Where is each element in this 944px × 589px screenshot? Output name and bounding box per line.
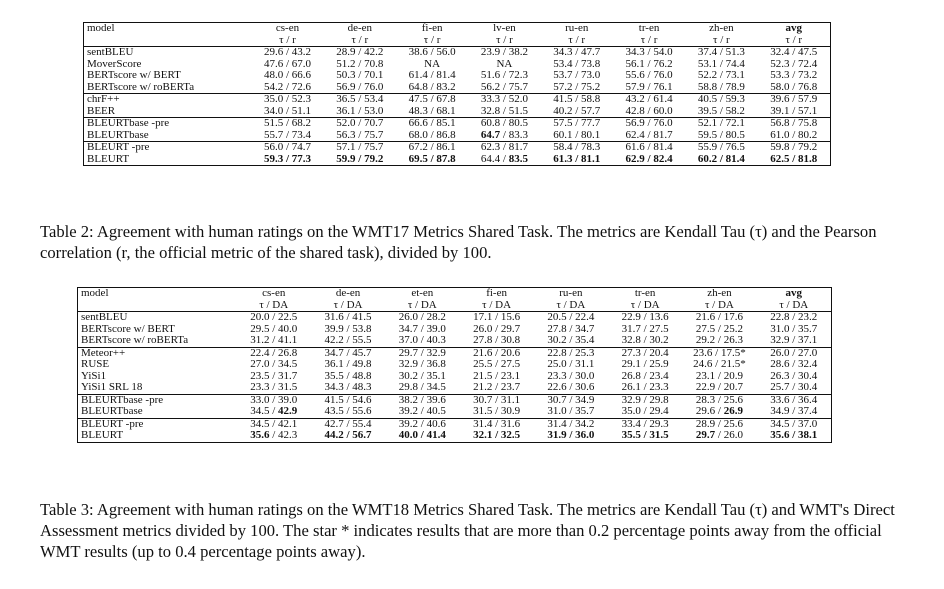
value-cell: 27.0 / 34.5 [250,358,298,370]
value-cell: 31.4 / 34.2 [534,418,608,430]
value-cell: 30.7 / 34.9 [534,394,608,406]
value-cell: 23.3 / 30.0 [547,369,595,382]
value-cell: 29.2 / 26.3 [695,334,743,346]
value-cell: 35.6 / 38.1 [757,430,832,442]
value-cell: 23.3 / 31.5 [250,381,298,393]
model-name-cell: BLEURTbase -pre [78,394,237,406]
value-cell: 35.5 / 31.5 [608,430,682,442]
value-cell: 64.8 / 83.2 [408,80,456,93]
table-row [84,142,831,154]
value-cell: 57.9 / 76.1 [625,80,673,93]
value-cell: 17.1 / 15.6 [459,312,533,324]
model-name-cell: BLEURTbase [78,406,237,418]
model-name-cell: BERTscore w/ BERT [84,70,252,82]
model-name-cell: MoverScore [84,59,252,71]
header-zh-en: zh-en [682,288,756,300]
value-cell: 56.2 / 75.7 [480,80,528,93]
header-fi-en: fi-en [396,23,468,35]
value-cell: 54.2 / 72.6 [263,80,312,93]
value-cell: 40.2 / 57.7 [553,104,601,117]
header-fi-en: fi-en [459,288,533,300]
model-name-cell: BEER [84,106,252,118]
value-cell: 47.5 / 67.8 [396,94,468,106]
value-cell: 52.2 / 73.1 [697,69,745,81]
header-tr-en: tr-en [608,288,682,300]
model-name-cell: YiSi1 [78,371,237,383]
table3-caption: Table 3: Agreement with human ratings on the WMT18 Metrics Shared Task. The metrics are Kendall Tau (τ) and WMT's Direct Assessment metrics divided by 100. The star * indicates results that are more than 0.2 percentage points away from the official WMT results (up to 0.4 percentage points away). [40,500,895,561]
value-cell: 32.1 / 32.5 [459,430,533,442]
subheader-cell: τ / DA [556,298,586,311]
value-cell: 36.1 / 53.0 [336,104,384,117]
subheader-cell [78,300,237,312]
value-cell: 59.3 / 77.3 [251,154,323,166]
value-cell: 34.3 / 54.0 [613,47,685,59]
value-cell: 38.2 / 39.6 [385,394,459,406]
value-cell: 55.7 / 73.4 [263,128,312,141]
model-name-cell: BLEURT -pre [84,142,252,154]
value-cell: 52.0 / 70.7 [324,118,396,130]
value-cell: 29.5 / 40.0 [250,322,298,335]
model-name-cell: RUSE [78,359,237,371]
value-cell: 22.4 / 26.8 [237,347,311,359]
value-cell: 28.9 / 42.2 [324,47,396,59]
value-cell: 64.4 / 83.5 [468,154,540,166]
subheader-cell [84,35,252,47]
value-cell: 39.6 / 57.9 [758,94,831,106]
value-cell: 60.1 / 80.1 [553,128,601,141]
model-name-cell: YiSi1 SRL 18 [78,382,237,394]
header-tr-en: tr-en [613,23,685,35]
value-cell: 29.7 / 26.0 [682,430,756,442]
value-cell: 31.6 / 41.5 [311,312,385,324]
header-et-en: et-en [385,288,459,300]
model-name-cell: BLEURTbase [84,130,252,142]
value-cell: 55.9 / 76.5 [685,142,757,154]
table-row [78,312,832,324]
value-cell: 33.3 / 52.0 [468,94,540,106]
value-cell: 20.5 / 22.4 [534,312,608,324]
header-cs-en: cs-en [251,23,323,35]
model-name-cell: BERTscore w/ roBERTa [84,82,252,94]
value-cell: 40.0 / 41.4 [385,430,459,442]
value-cell: 31.7 / 27.5 [621,322,669,335]
subheader-cell: τ / r [758,35,831,47]
subheader-cell: τ / DA [630,298,660,311]
value-cell: 21.2 / 23.7 [473,381,521,393]
value-cell: 28.9 / 25.6 [682,418,756,430]
value-cell: 34.5 / 42.9 [250,405,298,417]
value-cell: 39.1 / 57.1 [758,106,831,118]
model-name-cell: BERTscore w/ roBERTa [78,335,237,347]
value-cell: 29.8 / 34.5 [398,381,446,393]
value-cell: 31.9 / 36.0 [534,430,608,442]
value-cell: 27.8 / 34.7 [547,322,595,335]
value-cell: 30.2 / 35.1 [398,369,446,382]
value-cell: 39.2 / 40.5 [398,405,446,417]
value-cell: 62.4 / 81.7 [625,128,673,141]
value-cell: 35.0 / 29.4 [621,405,669,417]
value-cell: 55.6 / 76.0 [625,69,673,81]
value-cell: 28.3 / 25.6 [682,394,756,406]
table-row [78,382,832,394]
value-cell: 51.6 / 72.3 [480,69,528,81]
value-cell: 33.6 / 36.4 [757,394,832,406]
model-name-cell: sentBLEU [78,312,237,324]
table-row [78,359,832,371]
subheader-cell: τ / r [640,33,658,46]
value-cell: 59.8 / 79.2 [758,142,831,154]
value-cell: 42.2 / 55.5 [324,334,372,346]
value-cell: 57.1 / 75.7 [324,142,396,154]
value-cell: 32.9 / 29.8 [608,394,682,406]
value-cell: 59.5 / 80.5 [697,128,745,141]
value-cell: 34.3 / 47.7 [541,47,613,59]
value-cell: 61.0 / 80.2 [758,130,831,142]
value-cell: 57.5 / 77.7 [541,118,613,130]
subheader-cell: τ / DA [407,298,437,311]
model-name-cell: BLEURT [84,154,252,166]
value-cell: 35.6 / 42.3 [237,430,311,442]
value-cell: 34.5 / 37.0 [757,418,832,430]
value-cell: 31.0 / 35.7 [757,324,832,336]
table-subheader-row [84,35,831,47]
subheader-cell: τ / DA [333,298,363,311]
value-cell: 53.3 / 73.2 [758,70,831,82]
value-cell: 29.6 / 26.9 [695,405,743,417]
table2-caption: Table 2: Agreement with human ratings on the WMT17 Metrics Shared Task. The metrics are Kendall Tau (τ) and the Pearson correlation (r, the official metric of the shared task), divided by 100. [40,222,877,262]
value-cell: 33.4 / 29.3 [608,418,682,430]
table-header-row [84,23,831,35]
value-cell: 31.5 / 30.9 [473,405,521,417]
value-cell: 31.0 / 35.7 [547,405,595,417]
value-cell: 21.6 / 17.6 [682,312,756,324]
value-cell: 35.0 / 52.3 [251,94,323,106]
value-cell: 56.3 / 75.7 [336,128,384,141]
header-de-en: de-en [324,23,396,35]
value-cell: 32.8 / 30.2 [621,334,669,346]
value-cell: 60.8 / 80.5 [468,118,540,130]
value-cell: 34.5 / 42.1 [237,418,311,430]
table-row [84,94,831,106]
value-cell: 39.9 / 53.8 [324,322,372,335]
value-cell: 31.2 / 41.1 [250,334,298,346]
value-cell: 29.1 / 25.9 [621,358,669,370]
value-cell: 34.3 / 48.3 [324,381,372,393]
value-cell: 57.2 / 75.2 [553,80,601,93]
value-cell: 58.8 / 78.9 [697,80,745,93]
value-cell: 34.7 / 39.0 [398,322,446,335]
value-cell: 24.6 / 21.5* [693,358,746,370]
value-cell: 23.9 / 38.2 [468,47,540,59]
value-cell: 50.3 / 70.1 [336,69,384,81]
value-cell: 26.1 / 23.3 [621,381,669,393]
value-cell: 56.1 / 76.2 [625,57,673,70]
header-avg: avg [758,23,831,35]
subheader-cell: τ / r [279,33,296,46]
value-cell: 30.2 / 35.4 [547,334,595,346]
value-cell: 53.7 / 73.0 [553,69,601,81]
value-cell: 25.5 / 27.5 [473,358,521,370]
header-lv-en: lv-en [468,23,540,35]
table-row [84,118,831,130]
value-cell: 32.9 / 37.1 [757,335,832,347]
value-cell: 27.8 / 30.8 [473,334,521,346]
model-name-cell: BLEURT -pre [78,418,237,430]
value-cell: 35.5 / 48.8 [324,369,372,382]
table-row [78,406,832,418]
table-row [84,70,831,82]
value-cell: 67.2 / 86.1 [396,142,468,154]
value-cell: 47.6 / 67.0 [263,57,312,70]
value-cell: 39.2 / 40.6 [385,418,459,430]
header-avg: avg [757,288,832,300]
value-cell: 34.0 / 51.1 [263,104,312,117]
value-cell: 37.0 / 40.3 [398,334,446,346]
table-row [78,335,832,347]
value-cell: 26.8 / 23.4 [621,369,669,382]
subheader-cell: τ / r [568,33,586,46]
value-cell: 42.8 / 60.0 [625,104,673,117]
value-cell: 38.6 / 56.0 [396,47,468,59]
value-cell: 51.2 / 70.8 [336,57,384,70]
value-cell: 62.9 / 82.4 [613,154,685,166]
value-cell: 56.0 / 74.7 [251,142,323,154]
value-cell: 21.6 / 20.6 [459,347,533,359]
value-cell: 43.5 / 55.6 [324,405,372,417]
model-name-cell: Meteor++ [78,347,237,359]
value-cell: 41.5 / 58.8 [541,94,613,106]
header-ru-en: ru-en [541,23,613,35]
value-cell: 31.4 / 31.6 [459,418,533,430]
subheader-cell: τ / DA [705,298,734,311]
header-model: model [84,23,252,35]
value-cell: 66.6 / 85.1 [396,118,468,130]
value-cell: 69.5 / 87.8 [396,154,468,166]
value-cell: 28.6 / 32.4 [757,359,832,371]
value-cell: 64.7 / 83.3 [480,128,528,141]
value-cell: 21.5 / 23.1 [473,369,521,382]
value-cell: 37.4 / 51.3 [685,47,757,59]
value-cell: 61.3 / 81.1 [541,154,613,166]
value-cell: 56.9 / 76.0 [336,80,384,93]
value-cell: 22.9 / 13.6 [608,312,682,324]
value-cell: 34.7 / 45.7 [311,347,385,359]
subheader-cell: τ / DA [259,298,289,311]
value-cell: 26.0 / 28.2 [385,312,459,324]
model-name-cell: sentBLEU [84,47,252,59]
value-cell: 27.3 / 20.4 [608,347,682,359]
value-cell: 27.5 / 25.2 [695,322,743,335]
value-cell: 44.2 / 56.7 [311,430,385,442]
value-cell: 62.3 / 81.7 [468,142,540,154]
value-cell: 32.9 / 36.8 [398,358,446,370]
table-wmt17 [83,22,831,166]
table-row [84,82,831,94]
value-cell: 53.1 / 74.4 [697,57,745,70]
model-name-cell: BERTscore w/ BERT [78,324,237,336]
value-cell: 22.8 / 25.3 [534,347,608,359]
value-cell: 42.7 / 55.4 [311,418,385,430]
value-cell: 62.5 / 81.8 [758,154,831,166]
value-cell: 51.5 / 68.2 [251,118,323,130]
value-cell: 26.0 / 29.7 [473,322,521,335]
subheader-cell: τ / r [351,33,369,46]
value-cell: 23.6 / 17.5* [682,347,756,359]
value-cell: 25.7 / 30.4 [757,382,832,394]
subheader-cell: τ / DA [482,298,512,311]
table-row [78,430,832,442]
value-cell: 56.9 / 76.0 [613,118,685,130]
value-cell: 52.1 / 72.1 [685,118,757,130]
value-cell: 59.9 / 79.2 [324,154,396,166]
value-cell: 34.9 / 37.4 [757,406,832,418]
value-cell: 53.4 / 73.8 [553,57,601,70]
value-cell: 30.7 / 31.1 [459,394,533,406]
value-cell: 36.1 / 49.8 [324,358,372,370]
value-cell: 23.1 / 20.9 [695,369,743,382]
value-cell: 32.4 / 47.5 [758,47,831,59]
value-cell: 60.2 / 81.4 [685,154,757,166]
value-cell: 58.0 / 76.8 [758,82,831,94]
model-name-cell: chrF++ [84,94,252,106]
value-cell: 26.3 / 30.4 [757,371,832,383]
value-cell: 58.4 / 78.3 [541,142,613,154]
table-row [84,154,831,166]
model-name-cell: BLEURTbase -pre [84,118,252,130]
subheader-cell: τ / r [496,33,513,46]
value-cell: 43.2 / 61.4 [613,94,685,106]
value-cell: 22.8 / 23.2 [757,312,832,324]
value-cell: 20.0 / 22.5 [237,312,311,324]
value-cell: 68.0 / 86.8 [408,128,456,141]
value-cell: 25.0 / 31.1 [547,358,595,370]
table-row [84,47,831,59]
model-name-cell: BLEURT [78,430,237,442]
header-model: model [78,288,237,300]
value-cell: 61.4 / 81.4 [408,69,456,81]
value-cell: 40.5 / 59.3 [685,94,757,106]
value-cell: 32.8 / 51.5 [480,104,528,117]
value-cell: 23.5 / 31.7 [250,369,298,382]
value-cell: NA [496,57,513,70]
value-cell: 56.8 / 75.8 [758,118,831,130]
subheader-cell: τ / r [713,33,730,46]
table-row [84,106,831,118]
table-row [84,130,831,142]
value-cell: 48.3 / 68.1 [408,104,456,117]
value-cell: 29.7 / 32.9 [385,347,459,359]
value-cell: 22.9 / 20.7 [695,381,743,393]
value-cell: 36.5 / 53.4 [324,94,396,106]
value-cell: 48.0 / 66.6 [263,69,312,81]
header-cs-en: cs-en [237,288,311,300]
table-header-row [78,288,832,300]
subheader-cell: τ / r [423,33,441,46]
value-cell: 61.6 / 81.4 [613,142,685,154]
value-cell: 41.5 / 54.6 [311,394,385,406]
value-cell: NA [424,57,441,70]
value-cell: 29.6 / 43.2 [251,47,323,59]
value-cell: 39.5 / 58.2 [697,104,745,117]
header-ru-en: ru-en [534,288,608,300]
value-cell: 22.6 / 30.6 [547,381,595,393]
table-subheader-row [78,300,832,312]
table-wmt18 [77,287,832,443]
subheader-cell: τ / DA [757,300,832,312]
header-de-en: de-en [311,288,385,300]
value-cell: 52.3 / 72.4 [758,59,831,71]
header-zh-en: zh-en [685,23,757,35]
value-cell: 33.0 / 39.0 [237,394,311,406]
value-cell: 26.0 / 27.0 [757,347,832,359]
